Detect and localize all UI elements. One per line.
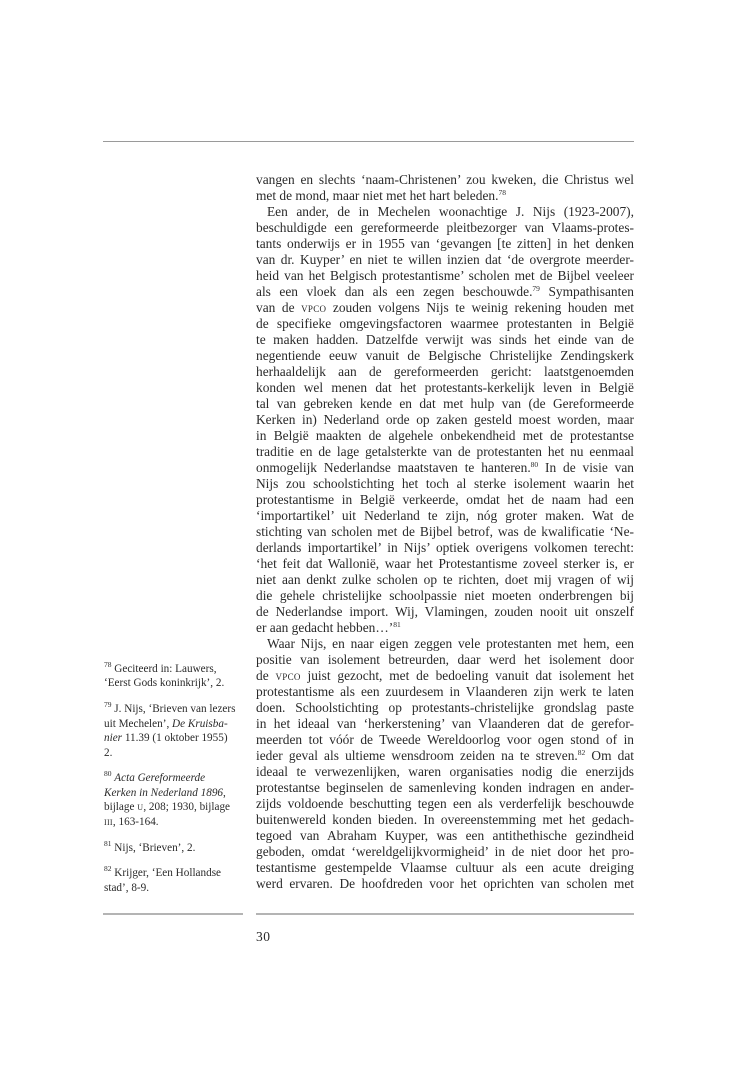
text-run: In de visie van: [538, 460, 634, 475]
footnote-reference: 80: [104, 769, 112, 779]
text-run: ‘het feit dat Wallonië, waar het Protestantisme zoveel sterker is, er: [256, 556, 634, 571]
main-text-column: [256, 172, 634, 892]
text-line: [256, 508, 634, 524]
footnote-81: [104, 838, 246, 855]
text-run: vangen en slechts ‘naam-Christenen’ zou kweken, die Christus wel: [256, 172, 634, 187]
text-line: [256, 876, 634, 892]
text-line: [256, 716, 634, 732]
text-run: in België maakten de algehele onbekendheid met de protestantse: [256, 428, 634, 443]
text-line: [256, 620, 634, 636]
text-run: Geciteerd in: Lauwers,: [111, 663, 217, 675]
text-line: [256, 412, 634, 428]
text-run: ,: [223, 786, 226, 799]
footnote-line: [104, 731, 246, 745]
text-run: Krijger, ‘Een Hollandse: [111, 867, 222, 880]
footnote-79: [104, 702, 246, 760]
footnote-line: [104, 866, 246, 880]
text-run: met de mond, maar niet met het hart beleden.: [256, 188, 499, 203]
text-run: , 208; 1930, bijlage: [143, 801, 231, 814]
footnote-line: [104, 786, 246, 800]
text-run: tal van gebreken kende en dat met hulp van (de Gereformeerde: [256, 396, 634, 411]
text-line: [256, 332, 634, 348]
footnote-line: [104, 800, 246, 814]
text-run: 11.39 (1 oktober 1955): [122, 732, 228, 745]
text-line: [256, 636, 634, 652]
text-line: [256, 796, 634, 812]
text-line: [256, 780, 634, 796]
text-run: protestantisme als een zuurdesem in Vlaanderen zijn werk te laten: [256, 684, 634, 699]
text-run: konden wel menen dat het protestants-kerkelijk leven in België: [256, 380, 634, 395]
text-line: [256, 764, 634, 780]
italic-text: Acta Gereformeerde: [114, 772, 206, 785]
text-line: [256, 492, 634, 508]
footnote-reference: 81: [393, 620, 401, 629]
footnote-reference: 79: [532, 284, 540, 293]
text-run: die gehele christelijke schoolpassie niet moeten onderbrengen bij: [256, 588, 634, 603]
text-line: [256, 572, 634, 588]
footnote-line: [104, 702, 246, 716]
footnote-reference: 82: [104, 864, 112, 874]
text-run: Sympathisanten: [539, 284, 634, 299]
text-run: Om dat: [585, 748, 634, 763]
text-line: [256, 748, 634, 764]
header-rule: [103, 141, 634, 142]
text-run: te maken hadden. Datzelfde verwijt was sinds het einde van de: [256, 332, 634, 347]
footnotes-rule: [103, 913, 243, 915]
text-run: protestantse beginselen de samenleving konden indragen en ander-: [256, 780, 634, 795]
text-line: [256, 700, 634, 716]
text-line: [256, 652, 634, 668]
footnote-reference: 79: [104, 700, 112, 710]
small-caps-text: vpco: [275, 668, 301, 683]
text-line: [256, 828, 634, 844]
text-run: doen. Schoolstichting op protestants-christelijke grondslag paste: [256, 700, 634, 715]
text-line: [256, 220, 634, 236]
text-run: herhaaldelijk aan de gereformeerden gericht: laatstgenoemden: [256, 364, 634, 379]
small-caps-text: iii: [104, 815, 113, 828]
footnote-78: [104, 662, 246, 691]
text-line: [256, 380, 634, 396]
footnote-line: [104, 746, 246, 760]
text-line: [256, 556, 634, 572]
text-run: testantisme gestempelde Vlaamse cultuur als een acute dreiging: [256, 860, 634, 875]
footnote-line: [104, 717, 246, 731]
footnote-reference: 82: [577, 748, 586, 757]
text-run: 2.: [104, 746, 113, 759]
text-run: als een vloek dan als een zegen beschouwde.: [256, 284, 533, 299]
text-run: onmogelijk Nederlandse maatstaven te hanteren.: [256, 460, 531, 475]
text-line: [256, 172, 634, 188]
text-line: [256, 812, 634, 828]
small-caps-text: u: [137, 801, 144, 814]
text-line: [256, 588, 634, 604]
text-run: negentiende eeuw vanuit de Belgische Christelijke Zendingskerk: [256, 348, 634, 363]
text-run: bijlage: [104, 801, 138, 814]
text-line: [256, 732, 634, 748]
text-run: derlands importartikel’ in Nijs’ optiek overigens volkomen terecht:: [256, 540, 634, 555]
footnote-reference: 78: [104, 660, 112, 669]
text-line: [256, 268, 634, 284]
text-run: beschuldigde een gereformeerde pleitbezorger van Vlaams-protes-: [256, 220, 634, 235]
text-line: [256, 604, 634, 620]
footnote-80: [104, 771, 246, 829]
footnote-reference: 78: [498, 188, 506, 197]
text-line: [256, 460, 634, 476]
text-run: er aan gedacht hebben…’: [256, 620, 394, 635]
footnote-line: [104, 676, 246, 690]
text-line: [256, 236, 634, 252]
footnote-line: [104, 771, 246, 785]
text-line: [256, 428, 634, 444]
text-line: [256, 668, 634, 684]
footnote-line: [104, 881, 246, 895]
text-run: zouden volgens Nijs te weinig rekening houden met: [326, 300, 635, 315]
text-run: de specifieke omgevingsfactoren waarmee protestanten in België: [256, 316, 634, 331]
footnote-line: [104, 838, 246, 855]
text-run: Kerken in) Nederland orde op zaken gesteld moest worden, maar: [256, 412, 634, 427]
text-line: [256, 300, 634, 316]
footnote-line: [104, 662, 246, 676]
italic-text: nier: [104, 732, 123, 745]
text-run: tegoed van Abraham Kuyper, was een antithethische gezindheid: [256, 828, 634, 843]
text-line: [256, 284, 634, 300]
italic-text: Kerken in Nederland 1896: [104, 786, 224, 799]
text-run: werd ervaren. De hoofdreden voor het oprichten van scholen met: [256, 876, 634, 891]
text-run: positie van isolement betreurden, daar werd het isolement door: [256, 652, 634, 667]
text-run: van de: [256, 300, 302, 315]
text-run: J. Nijs, ‘Brieven van lezers: [111, 703, 236, 716]
text-run: stichting van scholen met de Bijbel betrof, was de kwalificatie ‘Ne-: [256, 524, 634, 539]
text-run: ‘importartikel’ uit Nederland te zijn, nóg groter maken. Wat de: [256, 508, 634, 523]
small-caps-text: vpco: [301, 300, 327, 315]
text-run: protestantisme in België verkeerde, omdat het de naam had een: [256, 492, 634, 507]
text-run: heid van het Belgisch protestantisme’ scholen met de Bijbel veeleer: [256, 268, 634, 283]
text-line: [256, 396, 634, 412]
footnote-reference: 81: [104, 838, 112, 848]
text-run: van dr. Kuyper’ en niet te willen inzien dat ‘de overgrote meerder-: [256, 252, 634, 267]
text-run: ‘Eerst Gods koninkrijk’, 2.: [104, 677, 225, 690]
text-line: [256, 540, 634, 556]
text-run: uit Mechelen’,: [104, 717, 173, 730]
text-run: niet aan denkt zulke scholen op te richten, doet mij vragen of wij: [256, 572, 634, 587]
text-run: geboden, omdat ‘wereldgelijkvormigheid’ in de niet door het pro-: [256, 844, 634, 859]
footer-rule: [256, 913, 634, 915]
text-run: ideaal te verwezenlijken, waren organisaties nodig die enerzijds: [256, 764, 634, 779]
text-run: de: [256, 668, 276, 683]
text-run: Een ander, de in Mechelen woonachtige J. Nijs (1923-2007),: [267, 204, 634, 219]
text-line: [256, 364, 634, 380]
text-run: tants onderwijs er in 1955 van ‘gevangen [te zitten] in het denken: [256, 236, 634, 251]
text-run: traditie en de lage getalsterkte van de protestanten het nu eenmaal: [256, 444, 634, 459]
text-run: buitenwereld konden bieden. In overeenstemming met het gedach-: [256, 812, 634, 827]
italic-text: De Kruisba-: [172, 717, 228, 730]
text-line: [256, 524, 634, 540]
text-line: [256, 348, 634, 364]
text-line: [256, 444, 634, 460]
text-line: [256, 476, 634, 492]
page-number: 30: [256, 929, 271, 944]
text-line: [256, 252, 634, 268]
text-line: [256, 204, 634, 220]
text-run: juist gezocht, met de bedoeling vanuit dat isolement het: [300, 668, 634, 683]
text-run: , 163-164.: [112, 815, 159, 828]
text-line: [256, 316, 634, 332]
footnote-reference: 80: [530, 460, 539, 469]
text-run: stad’, 8-9.: [104, 881, 150, 894]
text-run: zijds voldoende beschutting tegen een als verderfelijk beschouwde: [256, 796, 634, 811]
text-run: Nijs zou schoolstichting het toch al sterke isolement waarin het: [256, 476, 634, 491]
text-run: meerden tot vóór de Tweede Wereldoorlog voor ogen stond of in: [256, 732, 634, 747]
text-run: Waar Nijs, en naar eigen zeggen vele protestanten met hem, een: [267, 636, 634, 651]
text-run: de Nederlandse import. Wij, Vlamingen, zouden nooit uit onszelf: [256, 604, 634, 619]
footnote-82: [104, 866, 246, 895]
text-line: [256, 860, 634, 876]
text-run: in het ideaal van ‘herkerstening’ van Vlaanderen dat de gerefor-: [256, 716, 634, 731]
text-line: [256, 844, 634, 860]
text-line: [256, 188, 634, 204]
text-run: ieder geval als ultieme wensdroom zeiden na te streven.: [256, 748, 578, 763]
footnotes-column: [104, 662, 246, 907]
text-run: Nijs, ‘Brieven’, 2.: [111, 841, 196, 854]
footnote-line: [104, 815, 246, 829]
text-line: [256, 684, 634, 700]
